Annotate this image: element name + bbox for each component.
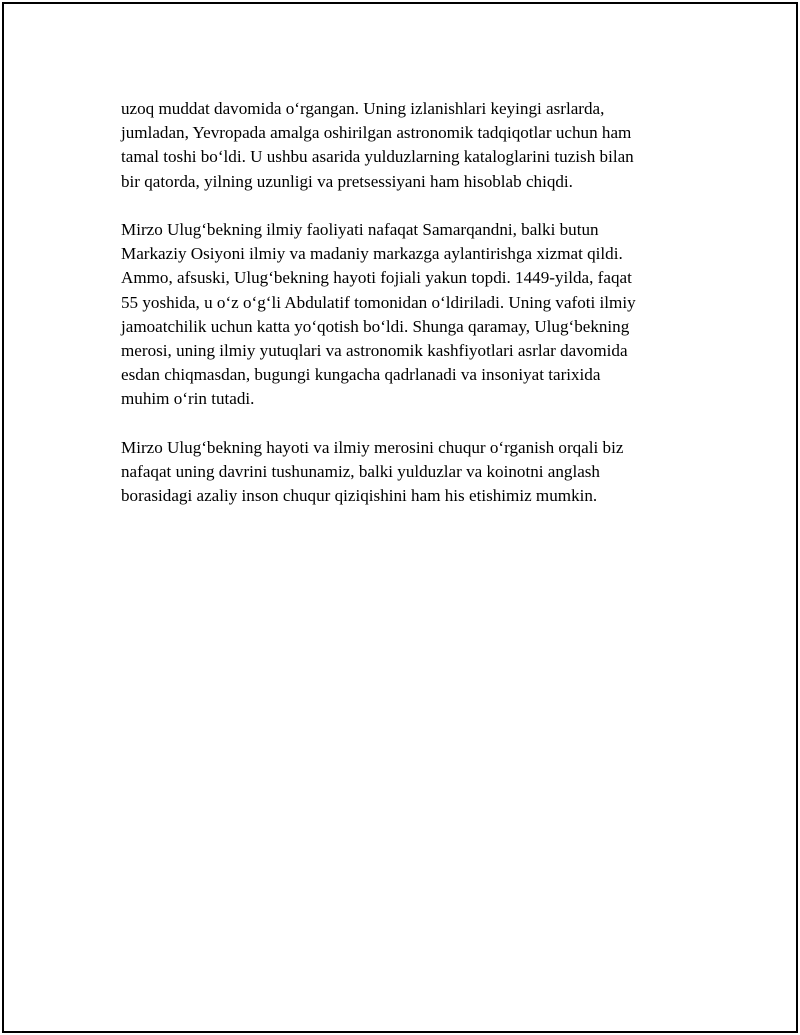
paragraph-3: Mirzo Ulug‘bekning hayoti va ilmiy merosini chuqur o‘rganish orqali biz nafaqat uning davrini tushunamiz, balki yulduzlar va koinotni anglash borasidagi azaliy inson chuqur qiziqishini ham his etishimiz mumkin.: [121, 437, 624, 506]
document-page: [2, 2, 798, 1033]
paragraph-1: uzoq muddat davomida o‘rgangan. Uning izlanishlari keyingi asrlarda, jumladan, Yevropada amalga oshirilgan astronomik tadqiqotlar uchun ham tamal toshi bo‘ldi. U ushbu asarida yulduzlarning kataloglarini tuzish bilan bir qatorda, yilning uzunligi va pretsessiyani ham hisoblab chiqdi.: [121, 99, 634, 191]
document-body: [121, 97, 681, 533]
paragraph-2: Mirzo Ulug‘bekning ilmiy faoliyati nafaqat Samarqandni, balki butun Markaziy Osiyoni ilmiy va madaniy markazga aylantirishga xizmat qildi. Ammo, afsuski, Ulug‘bekning hayoti fojiali yakun topdi. 1449-yilda, faqat 55 yoshida, u o‘z o‘g‘li Abdulatif tomonidan o‘ldiriladi. Uning vafoti ilmiy jamoatchilik uchun katta yo‘qotish bo‘ldi. Shunga qaramay, Ulug‘bekning merosi, uning ilmiy yutuqlari va astronomik kashfiyotlari asrlar davomida esdan chiqmasdan, bugungi kungacha qadrlanadi va insoniyat tarixida muhim o‘rin tutadi.: [121, 220, 636, 409]
